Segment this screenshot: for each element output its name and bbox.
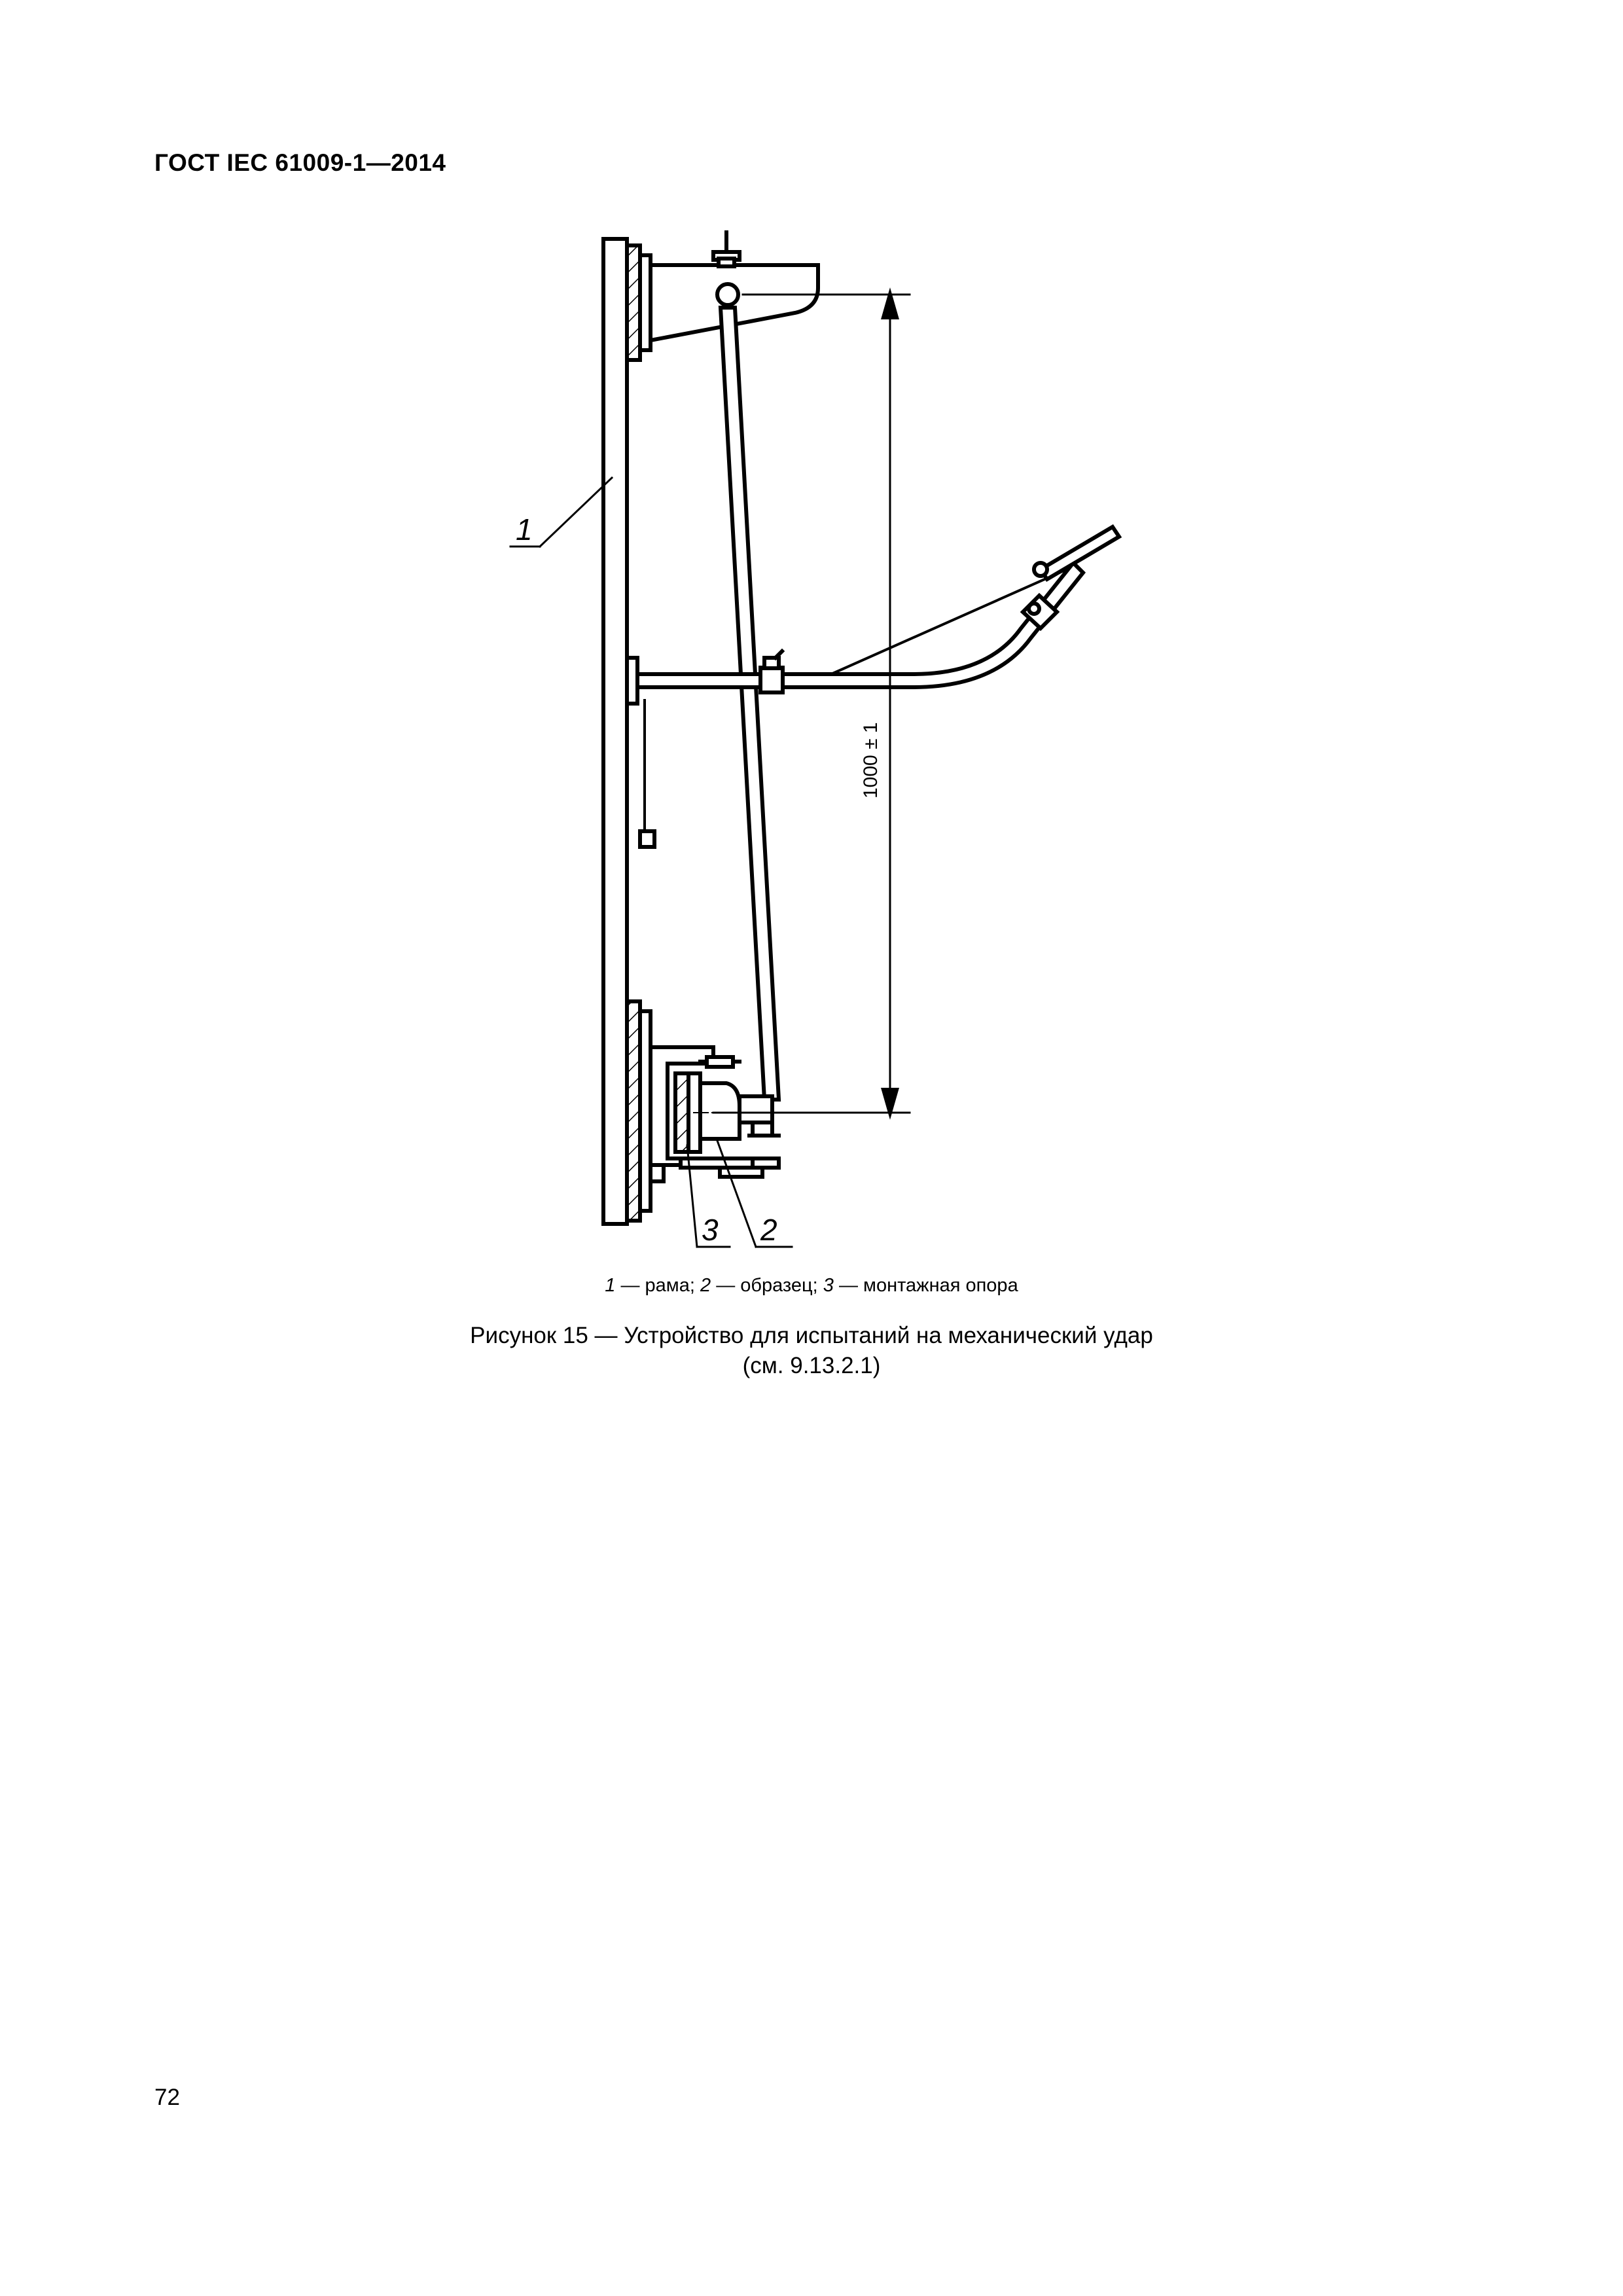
cord-weight [640,831,654,847]
horizontal-release-bar [637,563,1083,687]
figure-caption [0,1321,1623,1381]
legend-text-2: — образец; [711,1275,823,1296]
label-mounting-support: 3 [702,1213,719,1247]
caption-reference: (см. 9.13.2.1) [742,1353,881,1378]
page-number: 72 [154,2085,180,2110]
frame-board [603,239,627,1224]
legend-num-2: 2 [700,1275,711,1296]
pendulum-rod [721,308,779,1100]
document-code: ГОСТ IEC 61009-1—2014 [154,149,446,176]
legend-num-1: 1 [605,1275,616,1296]
sample-body [700,1083,740,1139]
legend-num-3: 3 [823,1275,834,1296]
striker-head [740,1096,772,1122]
dimension-value: 1000 ± 1 [860,722,882,798]
pendulum-pivot [717,284,738,305]
label-frame: 1 [516,512,533,547]
legend-text-3: — монтажная опора [833,1275,1018,1296]
figure-legend [0,1275,1623,1297]
label-sample: 2 [760,1213,777,1247]
caption-title: Рисунок 15 — Устройство для испытаний на механический удар [470,1323,1153,1348]
legend-text-1: — рама; [615,1275,700,1296]
